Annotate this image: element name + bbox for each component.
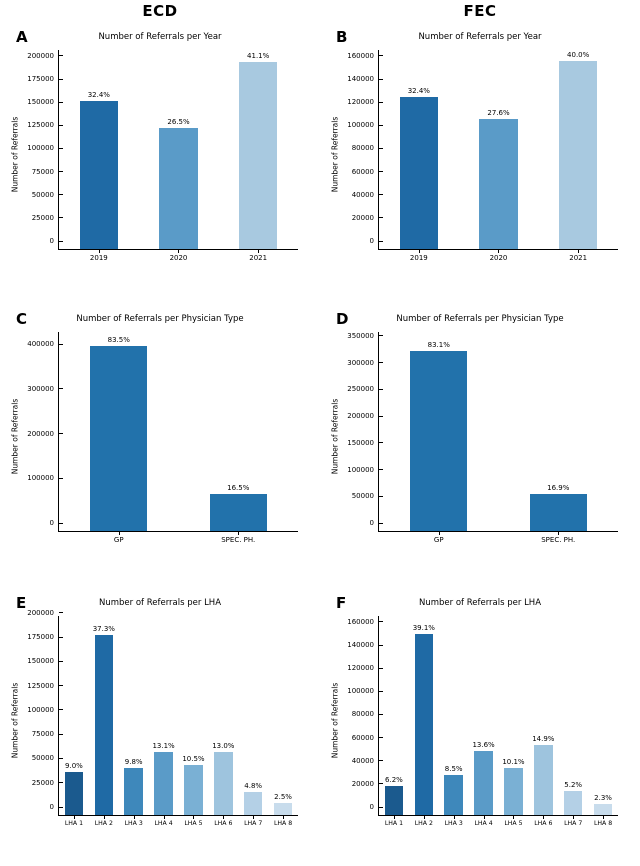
y-tick-label: 150000: [347, 439, 379, 447]
y-tick-label: 300000: [347, 359, 379, 367]
y-tick-label: 0: [50, 803, 59, 811]
bar-slot: [409, 616, 439, 827]
y-tick-label: 150000: [27, 98, 59, 106]
y-tick-label: 0: [370, 519, 379, 527]
bar-group: [379, 50, 618, 262]
panel-title: Number of Referrals per LHA: [98, 598, 222, 608]
bar-slot: [59, 332, 179, 544]
x-tick-label: LHA 7: [558, 815, 588, 827]
y-tick-label: 20000: [352, 214, 379, 222]
bar[interactable]: [410, 351, 467, 531]
bar-slot: [558, 616, 588, 827]
y-tick-label: 0: [370, 237, 379, 245]
x-tick-label: 2020: [459, 249, 539, 262]
bar[interactable]: [124, 768, 143, 815]
y-tick-label: 125000: [27, 121, 59, 129]
bar[interactable]: [90, 346, 147, 531]
bar[interactable]: [159, 128, 197, 249]
panel-a: [0, 18, 320, 300]
bar-value-label: 26.5%: [167, 118, 190, 127]
y-tick-label: 40000: [352, 191, 379, 199]
bar-value-label: 9.8%: [124, 757, 143, 766]
x-tick-label: GP: [59, 531, 179, 544]
x-tick-label: LHA 8: [588, 815, 618, 827]
y-axis-label: Number of Referrals: [10, 116, 20, 192]
y-tick-label: 200000: [347, 412, 379, 420]
column-title-ecd: ECD: [142, 2, 178, 20]
x-tick-label: LHA 7: [238, 815, 268, 827]
y-tick-label: 160000: [347, 52, 379, 60]
bar[interactable]: [95, 635, 114, 815]
y-tick-label: 140000: [347, 641, 379, 649]
bar-slot: [588, 616, 618, 827]
y-tick-label: 200000: [27, 609, 59, 617]
panel-letter: C: [16, 310, 28, 328]
bar-value-label: 16.9%: [547, 484, 570, 493]
panel-e: [0, 584, 320, 866]
bar[interactable]: [214, 752, 233, 815]
x-tick-label: LHA 6: [208, 815, 238, 827]
bar-group: [59, 332, 298, 544]
y-tick-label: 20000: [352, 780, 379, 788]
y-axis-label: Number of Referrals: [330, 116, 340, 192]
x-tick-label: LHA 6: [528, 815, 558, 827]
y-tick-label: 120000: [347, 664, 379, 672]
y-axis-label: Number of Referrals: [330, 398, 340, 474]
bar[interactable]: [184, 765, 203, 815]
bar[interactable]: [479, 119, 517, 249]
panel-title: Number of Referrals per Physician Type: [76, 314, 244, 324]
bar-value-label: 13.6%: [472, 740, 495, 749]
y-tick-label: 25000: [32, 779, 59, 787]
bar-slot: [208, 616, 238, 827]
y-tick-label: 60000: [352, 168, 379, 176]
bar-value-label: 13.1%: [152, 741, 175, 750]
bar-slot: [179, 332, 299, 544]
x-tick-label: LHA 5: [179, 815, 209, 827]
plot-area: [10, 332, 298, 544]
x-tick-label: 2021: [538, 249, 618, 262]
y-axis-label: Number of Referrals: [10, 682, 20, 758]
bar[interactable]: [415, 634, 434, 815]
bar[interactable]: [65, 772, 84, 815]
bar-value-label: 5.2%: [564, 780, 583, 789]
panel-f: [320, 584, 640, 866]
bar-slot: [439, 616, 469, 827]
plot-area: [10, 50, 298, 262]
bar[interactable]: [154, 752, 173, 815]
panel-letter: F: [336, 594, 347, 612]
bar-value-label: 9.0%: [65, 761, 83, 770]
x-tick-label: SPEC. PH.: [499, 531, 619, 544]
panel-c: [0, 300, 320, 582]
bar[interactable]: [594, 804, 613, 815]
x-tick-label: 2019: [379, 249, 459, 262]
x-tick-label: LHA 2: [409, 815, 439, 827]
bar-slot: [119, 616, 149, 827]
bar[interactable]: [504, 768, 523, 815]
bar-slot: [59, 616, 89, 827]
panel-letter: B: [336, 28, 348, 46]
plot-area: [330, 616, 618, 827]
plot-area: [330, 50, 618, 262]
x-tick-label: LHA 3: [439, 815, 469, 827]
bar-slot: [149, 616, 179, 827]
bar-value-label: 40.0%: [567, 51, 590, 59]
y-tick-label: 250000: [347, 385, 379, 393]
bar[interactable]: [274, 803, 293, 815]
panel-letter: E: [16, 594, 27, 612]
bar[interactable]: [534, 745, 553, 815]
y-tick-label: 150000: [27, 657, 59, 665]
bar-slot: [59, 50, 139, 262]
x-tick-label: LHA 1: [59, 815, 89, 827]
bar[interactable]: [474, 751, 493, 815]
y-tick-label: 60000: [352, 734, 379, 742]
x-tick-label: LHA 4: [149, 815, 179, 827]
panel-letter: A: [16, 28, 28, 46]
y-tick-label: 350000: [347, 332, 379, 340]
bar-value-label: 10.1%: [502, 757, 525, 766]
bar-slot: [179, 616, 209, 827]
panel-letter: D: [336, 310, 349, 328]
bar-value-label: 14.9%: [532, 735, 555, 744]
bar-value-label: 10.5%: [182, 754, 205, 763]
bar-slot: [238, 616, 268, 827]
x-tick-label: SPEC. PH.: [179, 531, 299, 544]
panel-title: Number of Referrals per Year: [418, 32, 542, 42]
x-tick-label: 2021: [218, 249, 298, 262]
y-tick-label: 100000: [347, 687, 379, 695]
y-tick-label: 75000: [32, 730, 59, 738]
y-tick-label: 200000: [27, 52, 59, 60]
y-tick-label: 100000: [27, 144, 59, 152]
y-tick-label: 400000: [27, 340, 59, 348]
bar[interactable]: [444, 775, 463, 815]
bar[interactable]: [564, 791, 583, 815]
bar-group: [379, 616, 618, 827]
panel-title: Number of Referrals per LHA: [418, 598, 542, 608]
y-tick-label: 175000: [27, 75, 59, 83]
bar[interactable]: [385, 786, 404, 816]
bar-slot: [499, 332, 619, 544]
bar-value-label: 13.0%: [212, 742, 235, 751]
bar-group: [59, 50, 298, 262]
bar-slot: [528, 616, 558, 827]
bar-slot: [469, 616, 499, 827]
bar-group: [379, 332, 618, 544]
x-tick-label: LHA 1: [379, 815, 409, 827]
bar[interactable]: [530, 494, 587, 531]
y-tick-label: 300000: [27, 385, 59, 393]
x-tick-label: LHA 8: [268, 815, 298, 827]
y-tick-label: 75000: [32, 168, 59, 176]
bar-value-label: 32.4%: [87, 91, 110, 100]
y-tick-label: 200000: [27, 430, 59, 438]
bar[interactable]: [559, 61, 597, 249]
y-tick-label: 175000: [27, 633, 59, 641]
bar-slot: [379, 616, 409, 827]
y-tick-label: 100000: [27, 474, 59, 482]
bar-value-label: 83.5%: [107, 335, 130, 344]
bar-slot: [538, 50, 618, 262]
y-tick-label: 100000: [347, 121, 379, 129]
panel-title: Number of Referrals per Year: [98, 32, 222, 42]
panel-d: [320, 300, 640, 582]
y-tick-label: 25000: [32, 214, 59, 222]
panel-b: [320, 18, 640, 300]
x-tick-label: LHA 5: [499, 815, 529, 827]
y-tick-label: 50000: [32, 191, 59, 199]
bar-value-label: 16.5%: [227, 484, 250, 493]
plot-area: [10, 608, 298, 827]
bar-slot: [139, 50, 219, 262]
bar[interactable]: [400, 97, 438, 249]
y-tick-label: 100000: [347, 466, 379, 474]
bar-slot: [268, 616, 298, 827]
y-tick-label: 80000: [352, 144, 379, 152]
y-axis-label: Number of Referrals: [330, 682, 340, 758]
x-tick-label: 2020: [139, 249, 219, 262]
bar-slot: [218, 50, 298, 262]
y-tick-label: 50000: [32, 754, 59, 762]
bar-value-label: 8.5%: [444, 765, 463, 774]
bar[interactable]: [210, 494, 267, 531]
bar[interactable]: [80, 101, 118, 249]
bar-value-label: 41.1%: [247, 51, 270, 60]
y-tick-label: 0: [370, 803, 379, 811]
bar-value-label: 27.6%: [487, 109, 510, 118]
bar-group: [59, 616, 298, 827]
x-tick-label: LHA 3: [119, 815, 149, 827]
bar-slot: [89, 616, 119, 827]
bar-value-label: 37.3%: [92, 625, 115, 634]
bar-slot: [379, 332, 499, 544]
y-tick-label: 100000: [27, 706, 59, 714]
x-tick-label: LHA 4: [469, 815, 499, 827]
y-axis-label: Number of Referrals: [10, 398, 20, 474]
bar-slot: [379, 50, 459, 262]
y-tick-label: 0: [50, 237, 59, 245]
bar-value-label: 2.3%: [594, 794, 612, 803]
y-tick-label: 140000: [347, 75, 379, 83]
bar[interactable]: [244, 792, 263, 815]
y-tick-label: 0: [50, 519, 59, 527]
bar-value-label: 4.8%: [244, 781, 263, 790]
y-tick-label: 160000: [347, 618, 379, 626]
bar-value-label: 2.5%: [274, 792, 292, 801]
bar-value-label: 83.1%: [427, 340, 450, 349]
bar[interactable]: [239, 62, 277, 249]
bar-slot: [499, 616, 529, 827]
y-tick-label: 80000: [352, 710, 379, 718]
x-tick-label: GP: [379, 531, 499, 544]
panel-title: Number of Referrals per Physician Type: [396, 314, 564, 324]
plot-area: [330, 331, 618, 544]
bar-value-label: 32.4%: [407, 86, 430, 95]
y-tick-label: 40000: [352, 757, 379, 765]
x-tick-label: LHA 2: [89, 815, 119, 827]
bar-value-label: 6.2%: [385, 775, 403, 784]
bar-value-label: 39.1%: [412, 623, 435, 632]
x-tick-label: 2019: [59, 249, 139, 262]
y-tick-label: 120000: [347, 98, 379, 106]
y-tick-label: 125000: [27, 682, 59, 690]
y-tick-label: 50000: [352, 492, 379, 500]
column-title-fec: FEC: [463, 2, 497, 20]
bar-slot: [459, 50, 539, 262]
